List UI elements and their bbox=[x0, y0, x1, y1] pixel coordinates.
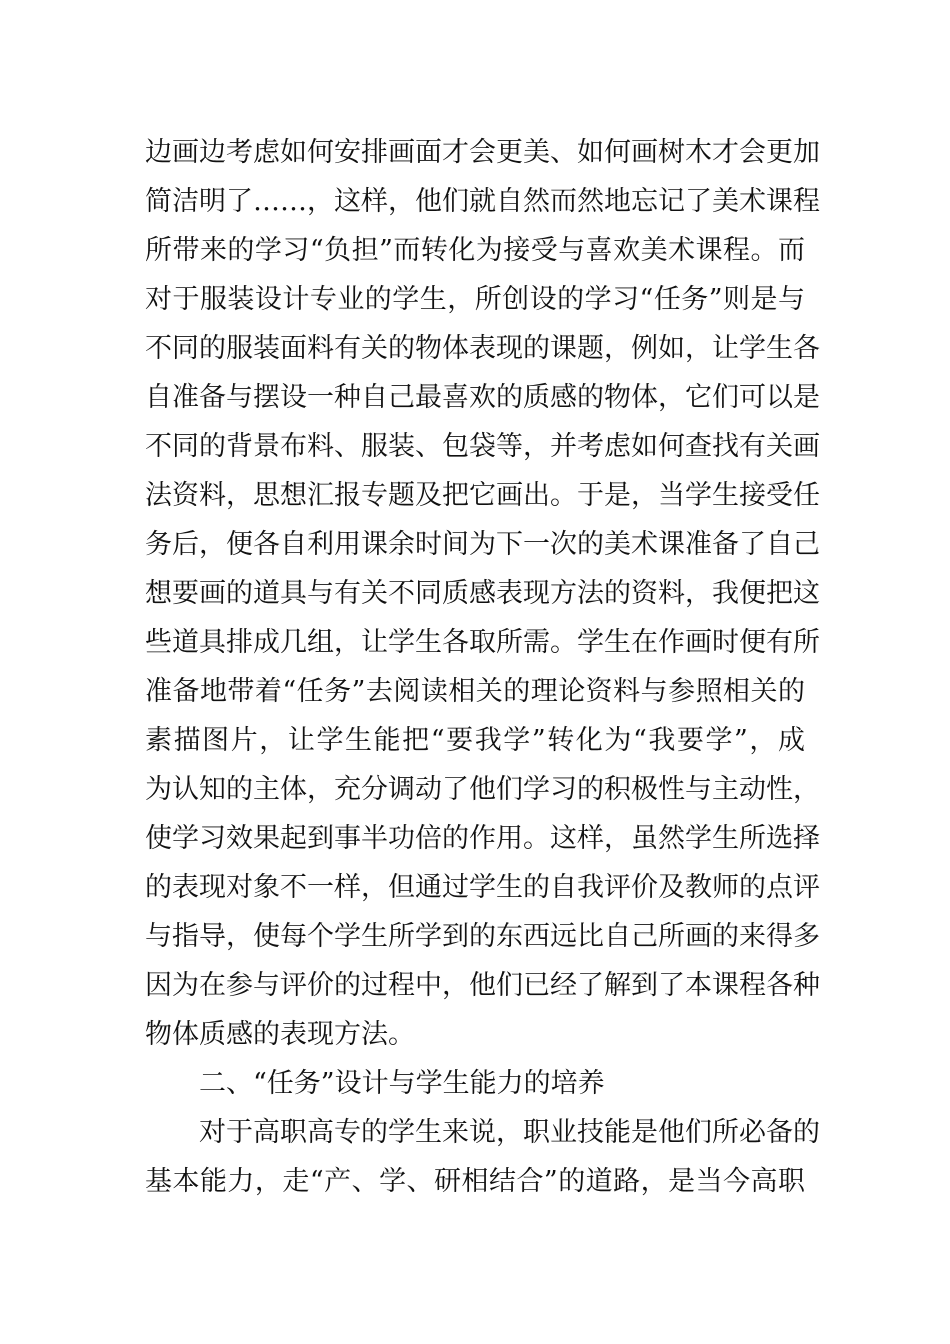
text-line: 想要画的道具与有关不同质感表现方法的资料，我便把这 bbox=[145, 578, 820, 609]
section-heading: 二、“任务”设计与学生能力的培养 bbox=[199, 1068, 605, 1099]
text-line: 素描图片，让学生能把“要我学”转化为“我要学”，成 bbox=[145, 725, 805, 756]
text-line: 物体质感的表现方法。 bbox=[145, 1019, 415, 1050]
text-line: 务后，便各自利用课余时间为下一次的美术课准备了自己 bbox=[145, 529, 820, 560]
text-line: 法资料，思想汇报专题及把它画出。于是，当学生接受任 bbox=[145, 480, 820, 511]
text-line: 对于服装设计专业的学生，所创设的学习“任务”则是与 bbox=[145, 284, 805, 315]
text-line: 的表现对象不一样，但通过学生的自我评价及教师的点评 bbox=[145, 872, 820, 903]
text-line: 使学习效果起到事半功倍的作用。这样，虽然学生所选择 bbox=[145, 823, 820, 854]
text-line: 所带来的学习“负担”而转化为接受与喜欢美术课程。而 bbox=[145, 235, 805, 266]
text-line: 不同的背景布料、服装、包袋等，并考虑如何查找有关画 bbox=[145, 431, 820, 462]
text-line: 与指导，使每个学生所学到的东西远比自己所画的来得多 bbox=[145, 921, 820, 952]
body-text bbox=[145, 128, 820, 1206]
text-line: 基本能力，走“产、学、研相结合”的道路，是当今高职 bbox=[145, 1166, 805, 1197]
text-line: 边画边考虑如何安排画面才会更美、如何画树木才会更加 bbox=[145, 137, 820, 168]
text-line: 准备地带着“任务”去阅读相关的理论资料与参照相关的 bbox=[145, 676, 805, 707]
text-line: 对于高职高专的学生来说，职业技能是他们所必备的 bbox=[199, 1117, 820, 1148]
text-line: 为认知的主体，充分调动了他们学习的积极性与主动性， bbox=[145, 774, 820, 805]
text-line: 不同的服装面料有关的物体表现的课题，例如，让学生各 bbox=[145, 333, 820, 364]
text-line: 因为在参与评价的过程中，他们已经了解到了本课程各种 bbox=[145, 970, 820, 1001]
text-line: 简洁明了……，这样，他们就自然而然地忘记了美术课程 bbox=[145, 186, 820, 217]
text-line: 自准备与摆设一种自己最喜欢的质感的物体，它们可以是 bbox=[145, 382, 820, 413]
text-line: 些道具排成几组，让学生各取所需。学生在作画时便有所 bbox=[145, 627, 820, 658]
